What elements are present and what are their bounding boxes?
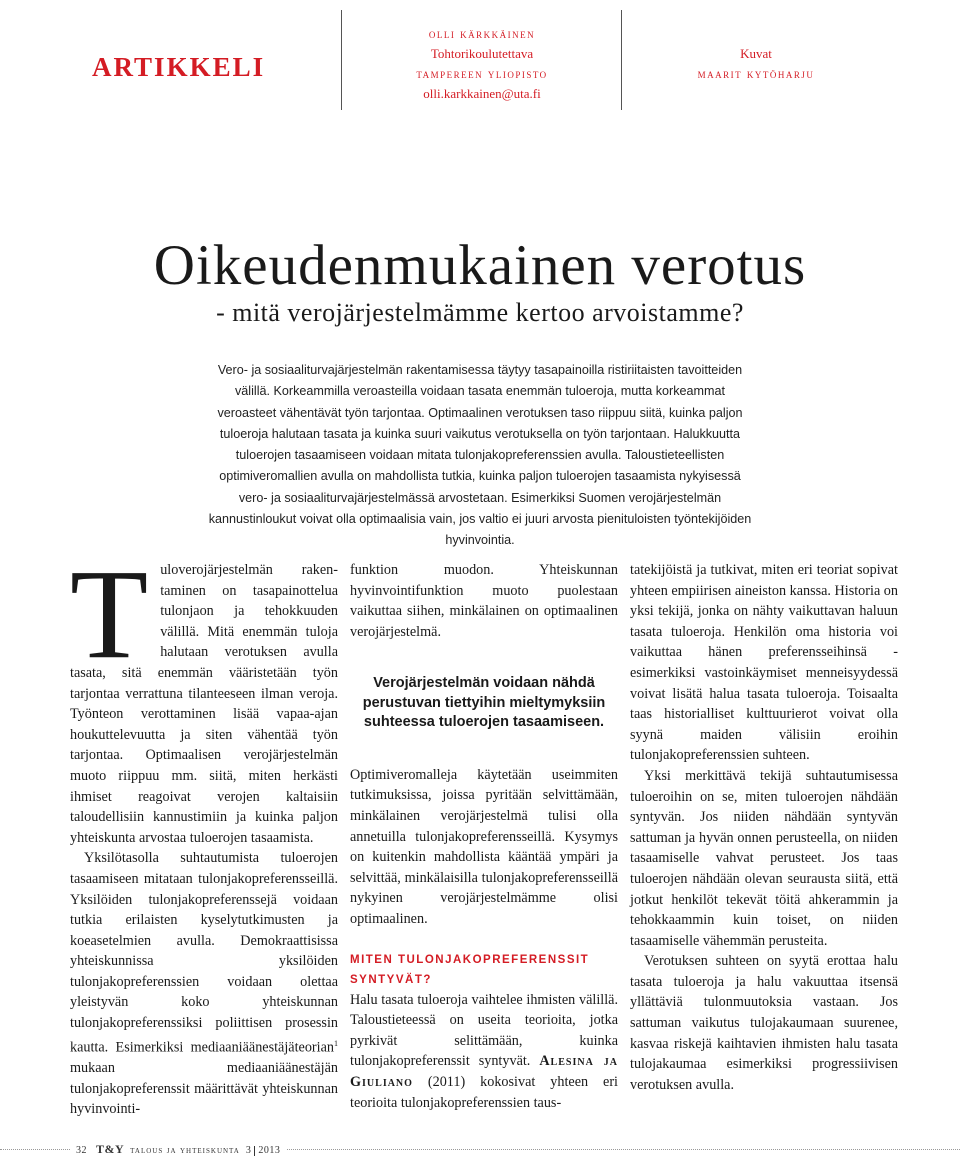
photographer: maarit kytöharju — [697, 66, 815, 81]
author-title: Tohtorikoulutettava — [430, 46, 534, 61]
paragraph: Optimiveromalleja käytetään useimmiten tutkimuksissa, joissa pyritään selvittämään, minkälainen verojärjestelmä tulisi olla annetuilla tulonjakopreferensseillä. Kysymys on kuitenkin mahdollista kääntää ympäri ja selvittää, minkälaisilla tulonjakopreferensseillä nykyinen verojärjestelmämme olisi optimaalinen. — [350, 766, 618, 928]
author-info — [344, 24, 620, 104]
page-number: 32 — [76, 1145, 87, 1156]
author-email: olli.karkkainen@uta.fi — [423, 86, 541, 101]
paragraph-text: Yksilötasolla suhtautumista tuloerojen tasaamiseen mitataan tulonjakopreferensseillä. Yksilöiden tulonjakopreferenssejä voidaan tutkia erilaisten kyselytutkimusten ja koeasetelmien avulla. Demokraattisissa yhteiskunnissa yksilöiden tulonjakopreferenssien voidaan olettaa yleistyvän koko yhteiskunnan tulonjakopreferenssiksi poliittisen prosessin kautta. Esimerkiksi mediaaniäänestäjäteorian — [70, 850, 338, 1056]
cited-authors: Alesina ja Giuliano — [350, 1053, 618, 1090]
article-title: Oikeudenmukainen verotus — [153, 234, 807, 297]
article-lead: Vero- ja sosiaaliturvajärjestelmän rakentamisessa täytyy tasapainoilla ristiriitaisten tavoitteiden välillä. Korkeammilla veroasteilla voidaan tasata enemmän tuloeroja, mutta korkeammat veroasteet vähentävät työn tarjontaa. Optimaalinen verotuksen taso riippuu siitä, kuinka paljon tuloeroja halutaan tasata ja kuinka suuri vaikutus verotuksella on työn tarjontaan. Halukkuutta tuloerojen tasaamiseen voidaan mitata tulonjakopreferenssien avulla. Taloustieteellisten optimiveromallien avulla on mahdollista tutkia, kuinka paljon tuloerojen tasaamista nykyisessä vero- ja sosiaaliturvajärjestelmässä arvostetaan. Esimerkiksi Suomen verojärjestelmän kannustinloukut voivat olla optimaalisia vain, jos valtio ei juuri arvosta pienituloisten työntekijöiden hyvinvointia. — [208, 363, 752, 548]
paragraph: Yksi merkittävä tekijä suhtautumisessa tuloeroihin on se, miten tuloerojen nähdään syntyvän. Jos niiden nähdään syntyvän sattuman ja hyvän onnen perusteella, on niiden tasaamiselle vahvat perusteet. Jos taas tuloerojen nähdään olevan seurausta siitä, että jotkut henkilöt tekevät töitä ahkerammin ja tehokkaammin kuin toiset, on niiden tasaamiselle vähemmän perusteita. — [630, 767, 898, 949]
paragraph: tatekijöistä ja tutkivat, miten eri teoriat sopivat yhteen empiirisen aineiston kanssa. Historia on yksi tekijä, jonka on nähty vaikuttavan haluun tasata tuloeroja. Henkilön oma historia voi vaikuttaa hänen preferensseihinsä - esimerkiksi vastoinkäymiset menneisyydessä voivat lisätä halua tasata tuloeroja. Toisaalta taas historialliset kulttuurierot voivat olla syynä maiden välisiin eroihin tulonjakopreferenssien suhteen. — [630, 562, 898, 764]
paragraph-text: (2011) kokosivat yhteen eri teorioita tulonjakopreferenssien taus- — [350, 1074, 618, 1111]
magazine-logo: T&Y — [96, 1142, 125, 1156]
issue-year: 2013 — [258, 1145, 281, 1156]
page-footer — [70, 1142, 286, 1157]
paragraph-text: mukaan mediaaniäänestäjän tulonjakopreferenssit määrittävät yhteiskunnan hyvinvointi- — [70, 1059, 338, 1118]
pull-quote: Verojärjestelmän voidaan nähdä perustuvan tiettyihin mieltymyksiin suhteessa tuloerojen tasaamiseen. — [362, 675, 606, 731]
photo-credit — [622, 44, 890, 84]
paragraph: funktion muodon. Yhteiskunnan hyvinvointifunktion muoto puolestaan vaikuttaa siihen, minkälainen on optimaalinen verojärjestelmä. — [350, 562, 618, 640]
paragraph — [70, 848, 338, 1119]
magazine-name: talous ja yhteiskunta — [130, 1145, 240, 1156]
paragraph — [70, 543, 338, 848]
article-subtitle: - mitä verojärjestelmämme kertoo arvoistamme? — [216, 298, 744, 327]
photos-label: Kuvat — [740, 46, 772, 61]
body-column-1 — [70, 543, 338, 1120]
paragraph: Verotuksen suhteen on syytä erottaa halu tasata tuloeroja ja halu vakuuttaa itsensä yllättäviä tulonmuutoksia vastaan. Jos sattuman vaikutus tulojakaumaan suurenee, kasvaa riskejä kaihtavien ihmisten halu tasata tulojakaumaa esimerkiksi progressiivisen verotuksen avulla. — [630, 953, 898, 1093]
paragraph — [350, 990, 618, 1114]
paragraph-text: uloverojärjestelmän raken-taminen on tasapainottelua tulonjaon ja tehokkuuden välillä. Mitä enemmän tuloja halutaan verotuksen avulla tasata, sitä enemmän vääristetään työn tarjontaa verrattuna tilanteeseen ilman veroja. Työnteon verottaminen lisää vapaa-ajan houkuttelevuutta ja siten vähentää työn tarjontaa. Optimaalisen verojärjestelmän muoto riippuu mm. siitä, miten herkästi ihmiset reagoivat verojen kaltaisiin taloudellisiin kannustimiin ja kuinka paljon yhteiskunta arvostaa tuloerojen tasaamista. — [70, 562, 338, 846]
section-heading: MITEN TULONJAKOPREFERENSSIT SYNTYVÄT? — [350, 953, 590, 986]
drop-cap: T — [70, 543, 149, 685]
author-affiliation: tampereen yliopisto — [416, 66, 548, 81]
footnote-marker: 1 — [334, 1038, 338, 1048]
paragraph-text: Halu tasata tuloeroja vaihtelee ihmisten välillä. Taloustieteessä on useita teorioita, jotka pyrkivät selittämään, kuinka tulonjakopreferenssit syntyvät. — [350, 991, 618, 1070]
body-column-2 — [350, 560, 618, 1113]
footer-separator — [254, 1146, 255, 1156]
issue-number: 3 — [245, 1145, 252, 1156]
author-name: olli kärkkäinen — [428, 26, 536, 41]
header-divider-left — [341, 10, 342, 110]
section-label: ARTIKKELI — [92, 52, 266, 82]
body-column-3 — [630, 560, 898, 1095]
